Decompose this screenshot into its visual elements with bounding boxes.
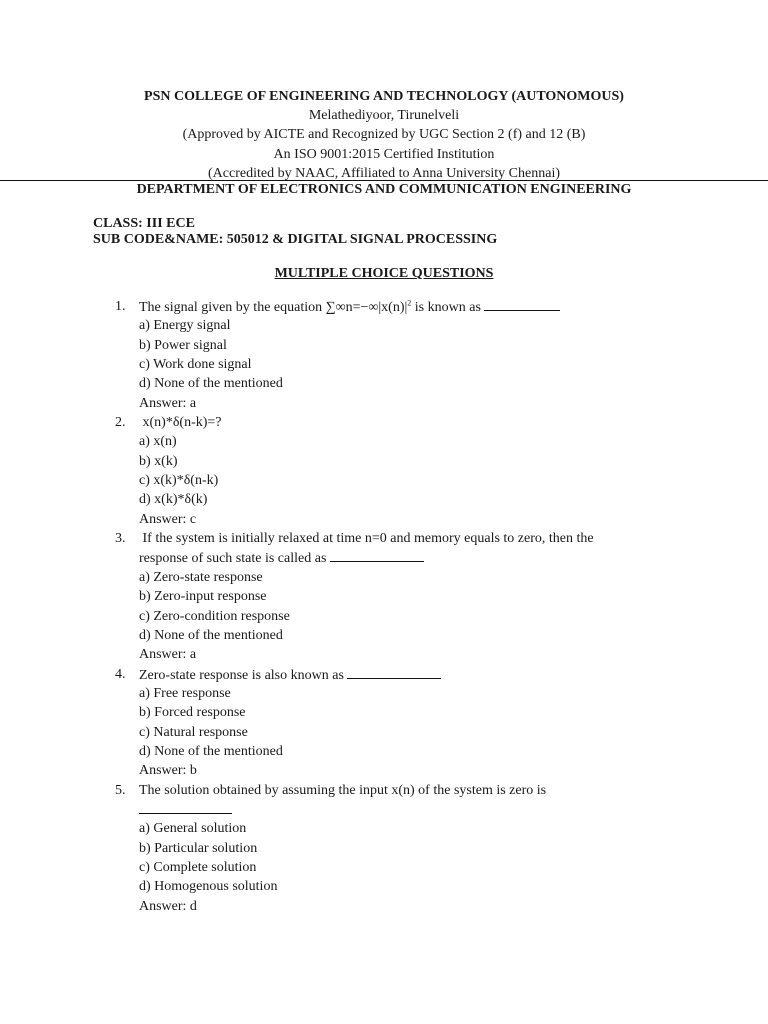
question-item <box>0 665 768 781</box>
question-text: If the system is initially relaxed at time n=0 and memory equals to zero, then the <box>139 531 594 547</box>
option: d) x(k)*δ(k) <box>139 492 208 508</box>
question-number: 2. <box>115 415 126 431</box>
question-text: The solution obtained by assuming the input x(n) of the system is zero is <box>139 782 547 798</box>
question-item <box>0 781 768 916</box>
option: b) Particular solution <box>139 840 258 856</box>
question-text-continued: response of such state is called as <box>139 548 424 568</box>
question-item <box>0 297 768 413</box>
college-name: PSN COLLEGE OF ENGINEERING AND TECHNOLOGY (AUTONOMOUS) <box>144 89 624 104</box>
section-title: MULTIPLE CHOICE QUESTIONS <box>274 266 494 281</box>
answer: Answer: a <box>139 647 197 663</box>
option: a) Energy signal <box>139 318 231 334</box>
answer-blank <box>347 665 441 679</box>
option: d) None of the mentioned <box>139 376 283 392</box>
question-item <box>0 529 768 664</box>
question-number: 1. <box>115 299 126 314</box>
department-title: DEPARTMENT OF ELECTRONICS AND COMMUNICATION ENGINEERING <box>136 182 632 197</box>
answer: Answer: c <box>139 511 197 527</box>
option: a) Zero-state response <box>139 569 263 585</box>
question-text: x(n)*δ(n-k)=? <box>139 415 222 431</box>
question-number: 4. <box>115 666 126 682</box>
option: b) Power signal <box>139 337 227 353</box>
option: d) None of the mentioned <box>139 627 283 643</box>
college-accreditation: (Accredited by NAAC, Affiliated to Anna University Chennai) <box>208 165 560 181</box>
option: a) Free response <box>139 685 231 701</box>
superscript: 2 <box>407 298 412 308</box>
option: c) x(k)*δ(n-k) <box>139 473 219 489</box>
option: c) Work done signal <box>139 357 252 373</box>
subject-info: SUB CODE&NAME: 505012 & DIGITAL SIGNAL PROCESSING <box>93 232 498 247</box>
college-location: Melathediyoor, Tirunelveli <box>308 108 460 124</box>
college-approval: (Approved by AICTE and Recognized by UGC Section 2 (f) and 12 (B) <box>182 127 586 143</box>
answer-blank <box>484 297 560 311</box>
question-text: Zero-state response is also known as <box>139 665 441 685</box>
college-iso: An ISO 9001:2015 Certified Institution <box>273 146 495 162</box>
option: b) x(k) <box>139 453 178 469</box>
option: b) Forced response <box>139 705 246 721</box>
question-number: 3. <box>115 531 126 547</box>
option: b) Zero-input response <box>139 589 267 605</box>
answer-blank-line <box>139 800 232 820</box>
option: c) Natural response <box>139 724 248 740</box>
question-text: The signal given by the equation $\sum\infty n=-\infty|x(n)|^2$ is known as <box>139 297 560 317</box>
option: a) x(n) <box>139 434 177 450</box>
answer: Answer: d <box>139 898 197 914</box>
question-item <box>0 413 768 529</box>
option: d) Homogenous solution <box>139 879 278 895</box>
document-header <box>0 87 768 183</box>
answer: Answer: a <box>139 395 197 411</box>
question-number: 5. <box>115 782 126 798</box>
option: d) None of the mentioned <box>139 743 283 759</box>
answer-blank <box>139 800 232 814</box>
option: a) General solution <box>139 821 247 837</box>
question-list <box>0 297 768 916</box>
option: c) Zero-condition response <box>139 608 290 624</box>
option: c) Complete solution <box>139 859 257 875</box>
answer: Answer: b <box>139 763 197 779</box>
answer-blank <box>330 548 424 562</box>
class-info: CLASS: III ECE <box>93 216 195 231</box>
